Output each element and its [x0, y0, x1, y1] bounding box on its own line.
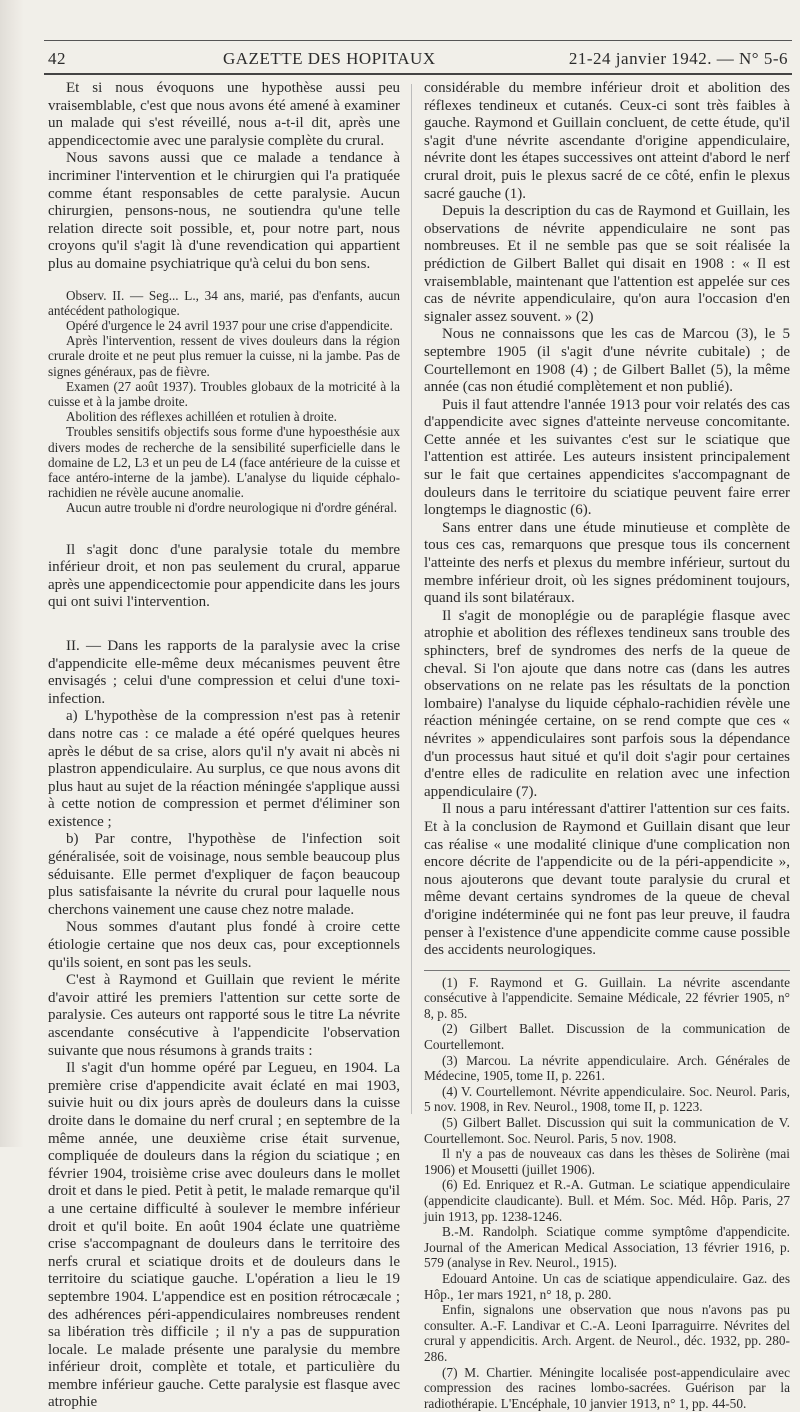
footnote: (7) M. Chartier. Méningite localisée post-appendiculaire avec compression des racines lombo-sacrées. Guérison par la radiothérapie. L'Encéphale, 10 janvier 1913, n° 1, pp. 44-50. [424, 1364, 790, 1411]
paragraph: a) L'hypothèse de la compression n'est pas à retenir dans notre cas : ce malade a été opéré quelques heures après le début de sa crise, alors qu'il n'y avait ni abcès ni plastron appendiculaire. Au surplus, ce que nous avons dit plus haut au sujet de la réaction méningée s'applique aussi à cette notion de compression et permet d'éliminer son existence ; [48, 708, 400, 830]
footnote: Edouard Antoine. Un cas de sciatique appendiculaire. Gaz. des Hôp., 1er mars 1921, n° 18, p. 280. [424, 1270, 790, 1302]
paragraph: II. — Dans les rapports de la paralysie avec la crise d'appendicite elle-même deux mécanismes peuvent être envisagés ; celui d'une compression et celui d'une toxi-infection. [48, 637, 400, 707]
paragraph: Opéré d'urgence le 24 avril 1937 pour une crise d'appendicite. [66, 317, 393, 333]
paragraph: C'est à Raymond et Guillain que revient le mérite d'avoir attiré les premiers l'attention sur cette sorte de paralysie. Ces auteurs ont rapporté sous le titre La névrite ascendante consécutive à l'appendicite l'observation suivante que nous résumons à grands traits : [48, 972, 400, 1059]
column-divider [411, 84, 412, 1114]
footnotes [424, 970, 790, 1412]
paragraph: b) Par contre, l'hypothèse de l'infection soit généralisée, soit de voisinage, nous semble beaucoup plus séduisante. Elle permet d'expliquer de façon beaucoup plus satisfaisante la névrite du crural pour laquelle nous cherchons vainement une cause chez notre malade. [48, 831, 400, 918]
top-rule [44, 40, 792, 41]
footnote: Enfin, signalons une observation que nous n'avons pas pu consulter. A.-F. Landivar et C.-A. Leoni Iparraguirre. Névrites del crural y appendicitis. Arch. Argent. de Neurol., déc. 1932, pp. 280-286. [424, 1302, 790, 1364]
running-header [48, 49, 788, 69]
footnote: (6) Ed. Enriquez et R.-A. Gutman. Le sciatique appendiculaire (appendicite claudicante). Bull. et Mém. Soc. Méd. Hôp. Paris, 27 juin 1913, pp. 1238-1246. [424, 1177, 790, 1224]
paragraph: Nous savons aussi que ce malade a tendance à incriminer l'intervention et le chirurgien qui l'a pratiquée comme étant responsables de cette paralysie. Aucun chirurgien, pensons-nous, ne soutiendra qu'une telle relation directe soit possible, et, pour notre part, nous croyons qu'il s'agit là d'une revendication qui appartient plus au domaine psychiatrique qu'à celui du bon sens. [48, 150, 400, 272]
paragraph: Il s'agit de monoplégie ou de paraplégie flasque avec atrophie et abolition des réflexes tendineux sans trouble des sphincters, bref de syndromes des nerfs de la queue de cheval. Si l'on ajoute que dans notre cas (dans les autres observations on ne relate pas les résultats de la ponction lombaire) l'analyse du liquide céphalo-rachidien révèle une réaction méningée certaine, on se rend compte que ces « névrites » appendiculaires sont parfois sous la dépendance d'un processus haut situé et qu'il doit s'agir pour certaines d'entre elles de radiculite en relation avec une infection appendiculaire (7). [424, 607, 790, 800]
issue-date: 21-24 janvier 1942. — N° 5-6 [568, 49, 788, 68]
header-rule [44, 73, 792, 75]
paragraph: Il nous a paru intéressant d'attirer l'attention sur ces faits. Et à la conclusion de Raymond et Guillain disant que leur cas réalise « une modalité clinique d'une complication non encore décrite de l'appendicite ou de la péri-appendicite », nous ajouterons que devant toute paralysie du crural et même devant certains syndromes de la queue de cheval d'origine indéterminée qui ne font pas leur preuve, il faudra penser à l'existence d'une appendicite comme cause possible des accidents neurologiques. [424, 801, 790, 959]
paragraph: Depuis la description du cas de Raymond et Guillain, les observations de névrite appendiculaire ne sont pas nombreuses. Et il ne semble pas que se soit réalisée la prédiction de Gilbert Ballet qui disait en 1908 : « Il est vraisemblable, maintenant que l'attention est appelée sur ces cas de névrite appendiculaire, qu'on aura l'occasion d'en signaler assez souvent. » (2) [424, 203, 790, 325]
paragraph: Il s'agit d'un homme opéré par Legueu, en 1904. La première crise d'appendicite avait éclaté en mai 1903, suivie huit ou dix jours après de douleurs dans la cuisse droite dans le domaine du nerf crural ; en septembre de la même année, une deuxième crise était survenue, compliquée de douleurs dans la région du sciatique ; en février 1904, troisième crise avec douleurs dans le mollet droit et dans le pied. Petit à petit, le malade remarque qu'il a une certaine difficulté à soulever le membre inférieur droit et qu'il boite. En août 1904 éclate une quatrième crise s'accompagnant de douleurs dans le territoire des nerfs crural et sciatique droits et de douleurs dans le territoire du sciatique gauche. L'opération a lieu le 19 septembre 1904. L'appendice est en position rétrocæcale ; des adhérences péri-appendiculaires nombreuses rendent sa libération très difficile ; il n'y a pas de suppuration locale. Le malade présente une paralysie du membre inférieur droit, complète et totale, et particulière du membre inférieur gauche. Cette paralysie est flasque avec atrophie [48, 1060, 400, 1411]
paragraph: Examen (27 août 1937). Troubles globaux de la motricité à la cuisse et à la jambe droite. [48, 378, 400, 409]
paragraph: Après l'intervention, ressent de vives douleurs dans la région crurale droite et ne peut plus remuer la cuisse, ni la jambe. Pas de signes généraux, pas de fièvre. [48, 333, 400, 379]
footnote: (4) V. Courtellemont. Névrite appendiculaire. Soc. Neurol. Paris, 5 nov. 1908, in Rev. Neurol., 1908, tome II, p. 1223. [424, 1083, 790, 1115]
paragraph: Et si nous évoquons une hypothèse aussi peu vraisemblable, c'est que nous avons été amené à examiner un malade qui s'est réveillé, nous a-t-il dit, après une appendicectomie avec une paralysie complète du crural. [48, 80, 400, 149]
page-number: 42 [48, 49, 66, 68]
left-column [48, 80, 400, 1412]
observation-heading: Observ. II. — Seg... L., 34 ans, marié, pas d'enfants, aucun antécédent pathologique. [48, 287, 400, 318]
footnote: B.-M. Randolph. Sciatique comme symptôme d'appendicite. Journal of the American Medical Association, 13 février 1916, p. 579 (analyse in Rev. Neurol., 1915). [424, 1224, 790, 1271]
paragraph: Sans entrer dans une étude minutieuse et complète de tous ces cas, remarquons que presque tous ils concernent l'atteinte des nerfs et plexus du membre inférieur, surtout du membre inférieur droit, où les signes prédominent toujours, quand ils sont bilatéraux. [424, 519, 790, 607]
paragraph: Abolition des réflexes achilléen et rotulien à droite. [66, 409, 337, 425]
right-column [424, 80, 790, 1411]
paragraph: Troubles sensitifs objectifs sous forme d'une hypoesthésie aux divers modes de recherche de la sensibilité superficielle dans le domaine de L2, L3 et un peu de L4 (face antérieure de la cuisse et face antéro-interne de la jambe). L'analyse du liquide céphalo-rachidien ne révèle aucune anomalie. [48, 424, 400, 501]
paragraph: Nous sommes d'autant plus fondé à croire cette étiologie certaine que nos deux cas, pour exceptionnels qu'ils soient, en sont pas les seuls. [48, 919, 400, 971]
footnote: (3) Marcou. La névrite appendiculaire. Arch. Générales de Médecine, 1905, tome II, p. 2261. [424, 1052, 790, 1084]
paragraph: considérable du membre inférieur droit et abolition des réflexes tendineux et cutanés. Ceux-ci sont très faibles à gauche. Raymond et Guillain concluent, de cette étude, qu'il s'agit d'une névrite ascendante d'origine appendiculaire, névrite dont les étapes successives ont atteint d'abord le nerf crural droit, puis le plexus sacré de ce côté, enfin le plexus sacré gauche (1). [424, 80, 790, 202]
paragraph: Il s'agit donc d'une paralysie totale du membre inférieur droit, et non pas seulement du crural, apparue après une appendicectomie pour appendicite dans les jours qui ont suivi l'intervention. [48, 541, 400, 611]
footnote: (5) Gilbert Ballet. Discussion qui suit la communication de V. Courtellemont. Soc. Neurol. Paris, 5 nov. 1908. [424, 1115, 790, 1146]
journal-title: GAZETTE DES HOPITAUX [223, 49, 436, 68]
paragraph: Aucun autre trouble ni d'ordre neurologique ni d'ordre général. [66, 500, 398, 516]
footnote: (1) F. Raymond et G. Guillain. La névrite ascendante consécutive à l'appendicite. Semaine Médicale, 22 février 1905, n° 8, p. 85. [424, 974, 790, 1021]
footnote: (2) Gilbert Ballet. Discussion de la communication de Courtellemont. [424, 1021, 790, 1053]
paragraph: Puis il faut attendre l'année 1913 pour voir relatés des cas d'appendicite avec signes d'atteinte nerveuse concomitante. Cette année et les suivantes c'est sur le sciatique que l'attention est attirée. Les auteurs insistent principalement sur le fait que certaines appendicites s'accompagnant de douleurs dans le territoire du sciatique peuvent faire errer longtemps le diagnostic (6). [424, 396, 790, 519]
footnote: Il n'y a pas de nouveaux cas dans les thèses de Solirène (mai 1906) et Mousetti (juillet 1906). [424, 1146, 790, 1177]
paragraph: Nous ne connaissons que les cas de Marcou (3), le 5 septembre 1905 (il s'agit d'une névrite cubitale) ; de Courtellemont en 1908 (4) ; de Gilbert Ballet (5), la même année (cas non étudié complètement et non publié). [424, 326, 790, 396]
